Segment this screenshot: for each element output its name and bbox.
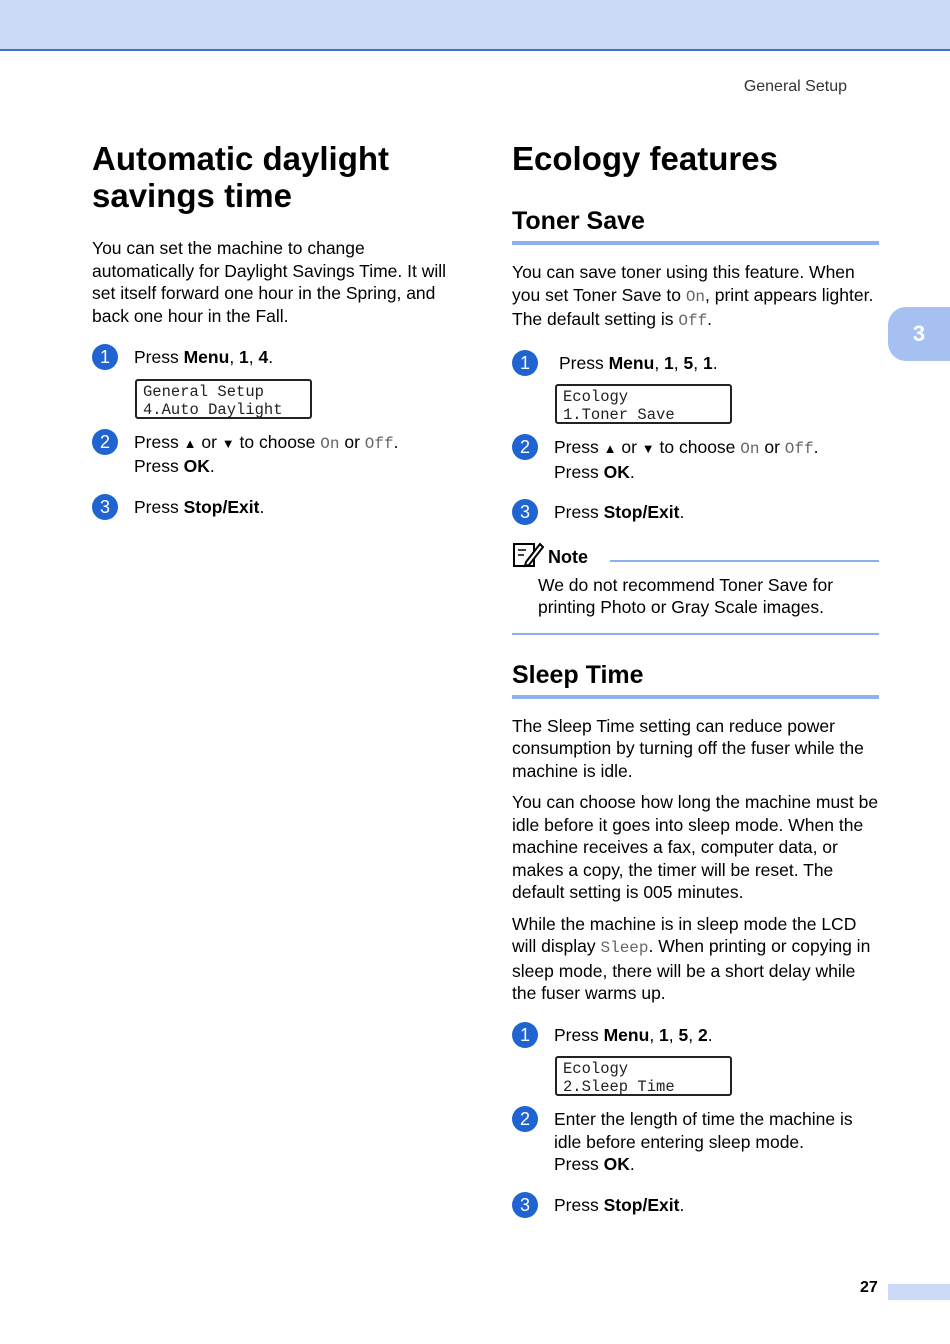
- up-arrow-icon: ▲: [603, 441, 617, 456]
- period: .: [259, 496, 265, 517]
- stop-exit-key: Stop/Exit: [603, 1194, 680, 1215]
- ok-key: OK: [603, 461, 630, 482]
- lcd-value-on: On: [740, 440, 760, 458]
- note-box: [512, 540, 879, 635]
- page-number: 27: [860, 1279, 878, 1296]
- separator: ,: [673, 352, 684, 373]
- key: 1: [659, 1024, 669, 1045]
- sleep-paragraph-3: [512, 913, 879, 1005]
- note-pencil-icon: [512, 540, 544, 568]
- period: .: [209, 456, 215, 476]
- period: .: [679, 1194, 685, 1215]
- period: .: [813, 437, 819, 457]
- lcd-line-1: Ecology: [563, 388, 629, 406]
- sleep-paragraph-text: While the machine is in sleep mode the LCD will display: [512, 913, 857, 956]
- key-1: 1: [239, 347, 249, 367]
- section-title-daylight: [92, 140, 454, 214]
- separator: ,: [248, 347, 259, 367]
- lcd-line-2: 2.Sleep Time: [563, 1078, 675, 1096]
- sleep-paragraph-2: You can choose how long the machine must be idle before it goes into sleep mode. When the machine receives a fax, computer data, or makes a copy, the timer will be reset. The default setting is 005 minutes.: [512, 792, 879, 902]
- menu-key: Menu: [183, 347, 230, 367]
- step-text: to choose: [234, 431, 321, 452]
- sleep-paragraph-text: . When printing or copying in sleep mode, there will be a short delay while the fuser warms up.: [512, 936, 871, 1003]
- note-header: [512, 540, 879, 568]
- step-text: Press: [554, 1024, 604, 1045]
- ok-key: OK: [603, 1154, 630, 1174]
- step-text: or: [616, 437, 642, 457]
- menu-key: Menu: [603, 1024, 650, 1045]
- step-text: Press: [134, 496, 184, 517]
- title-line-1: Automatic daylight: [92, 140, 390, 177]
- daylight-step-3: [92, 496, 454, 519]
- period: .: [707, 1024, 713, 1045]
- step-text: Press: [134, 456, 184, 476]
- section-title-ecology: Ecology features: [512, 140, 778, 177]
- period: .: [629, 1154, 635, 1174]
- lcd-line-1: Ecology: [563, 1060, 629, 1078]
- step-text: Press: [554, 1194, 604, 1215]
- left-column: [92, 140, 454, 518]
- toner-intro-text: You can save toner using this feature. When you set Toner Save to: [512, 262, 855, 305]
- step-text: Press: [134, 431, 184, 452]
- step-number-badge: 1: [512, 1022, 538, 1048]
- step-text: Press: [559, 352, 609, 373]
- note-title: Note: [548, 546, 588, 567]
- step-number-badge: 3: [92, 494, 118, 520]
- sleep-step-3: [512, 1194, 879, 1217]
- separator: ,: [668, 1024, 679, 1045]
- stop-exit-key: Stop/Exit: [603, 502, 680, 522]
- step-text: or: [196, 431, 222, 452]
- menu-key: Menu: [608, 352, 655, 373]
- separator: ,: [654, 352, 665, 373]
- down-arrow-icon: ▼: [221, 435, 235, 451]
- key: 5: [678, 1024, 689, 1045]
- ok-key: OK: [183, 456, 210, 476]
- sleep-paragraph-1: The Sleep Time setting can reduce power consumption by turning off the fuser while the machine is idle.: [512, 715, 864, 781]
- lcd-value-sleep: Sleep: [600, 939, 649, 957]
- up-arrow-icon: ▲: [183, 435, 197, 451]
- daylight-step-1: [92, 346, 454, 369]
- lcd-display-daylight: [135, 379, 312, 419]
- heading-toner-save: Toner Save: [512, 205, 879, 245]
- right-column: [512, 140, 879, 1216]
- key: 1: [664, 352, 674, 373]
- key: 2: [697, 1024, 708, 1045]
- period: .: [268, 347, 274, 367]
- period: .: [679, 502, 685, 522]
- step-number-badge: 1: [92, 344, 118, 370]
- step-number-badge: 2: [512, 1106, 538, 1132]
- title-line-2: savings time: [92, 177, 292, 214]
- lcd-value-on: On: [320, 434, 340, 453]
- key: 5: [683, 352, 694, 373]
- separator: ,: [649, 1024, 660, 1045]
- period: .: [712, 352, 718, 373]
- sleep-step-2: [512, 1108, 879, 1176]
- footer-band: [888, 1284, 950, 1300]
- separator: ,: [693, 352, 703, 373]
- toner-step-2: [512, 436, 879, 483]
- daylight-step-2: [92, 431, 454, 478]
- separator: ,: [229, 347, 240, 367]
- stop-exit-key: Stop/Exit: [183, 496, 260, 517]
- step-number-badge: 1: [512, 350, 538, 376]
- note-body: We do not recommend Toner Save for printing Photo or Gray Scale images.: [538, 574, 834, 617]
- lcd-line-2: 1.Toner Save: [563, 406, 675, 424]
- step-number-badge: 3: [512, 1192, 538, 1218]
- note-bottom-rule: [512, 633, 879, 635]
- step-text: or: [759, 437, 785, 457]
- step-number-badge: 3: [512, 499, 538, 525]
- lcd-line-2: 4.Auto Daylight: [143, 400, 283, 419]
- toner-intro-text: , print appears lighter. The default setting is: [512, 284, 874, 329]
- step-number-badge: 2: [512, 434, 538, 460]
- lcd-display-sleep: [555, 1056, 732, 1096]
- step-text: Press: [554, 437, 604, 457]
- step-text: Enter the length of time the machine is idle before entering sleep mode.: [554, 1109, 853, 1152]
- step-text: Press: [134, 347, 184, 367]
- header-band: [0, 0, 950, 51]
- lcd-value-on: On: [685, 287, 706, 306]
- lcd-value-off: Off: [678, 312, 708, 330]
- step-text: Press: [554, 461, 604, 482]
- lcd-display-toner: [555, 384, 732, 424]
- toner-step-1: [512, 352, 879, 375]
- period: .: [629, 461, 635, 482]
- key-4: 4: [258, 347, 269, 367]
- key: 1: [702, 352, 713, 373]
- sleep-step-1: [512, 1024, 879, 1047]
- step-text: to choose: [654, 437, 741, 457]
- step-number-badge: 2: [92, 429, 118, 455]
- toner-intro: [512, 261, 879, 333]
- step-text: Press: [554, 502, 604, 522]
- lcd-value-off: Off: [784, 440, 814, 458]
- period: .: [707, 309, 713, 329]
- daylight-intro: You can set the machine to change automatically for Daylight Savings Time. It will set itself forward one hour in the Spring, and back one hour in the Fall.: [92, 238, 447, 326]
- running-head: General Setup: [743, 78, 847, 95]
- period: .: [393, 431, 399, 452]
- toner-step-3: [512, 501, 879, 524]
- lcd-line-1: General Setup: [143, 382, 264, 401]
- step-text: Press: [554, 1154, 604, 1174]
- heading-sleep-time: Sleep Time: [512, 659, 879, 699]
- step-text: or: [339, 431, 365, 452]
- lcd-value-off: Off: [364, 434, 394, 453]
- note-rule: [610, 560, 879, 562]
- down-arrow-icon: ▼: [641, 441, 655, 456]
- separator: ,: [688, 1024, 698, 1045]
- chapter-tab: 3: [888, 307, 950, 361]
